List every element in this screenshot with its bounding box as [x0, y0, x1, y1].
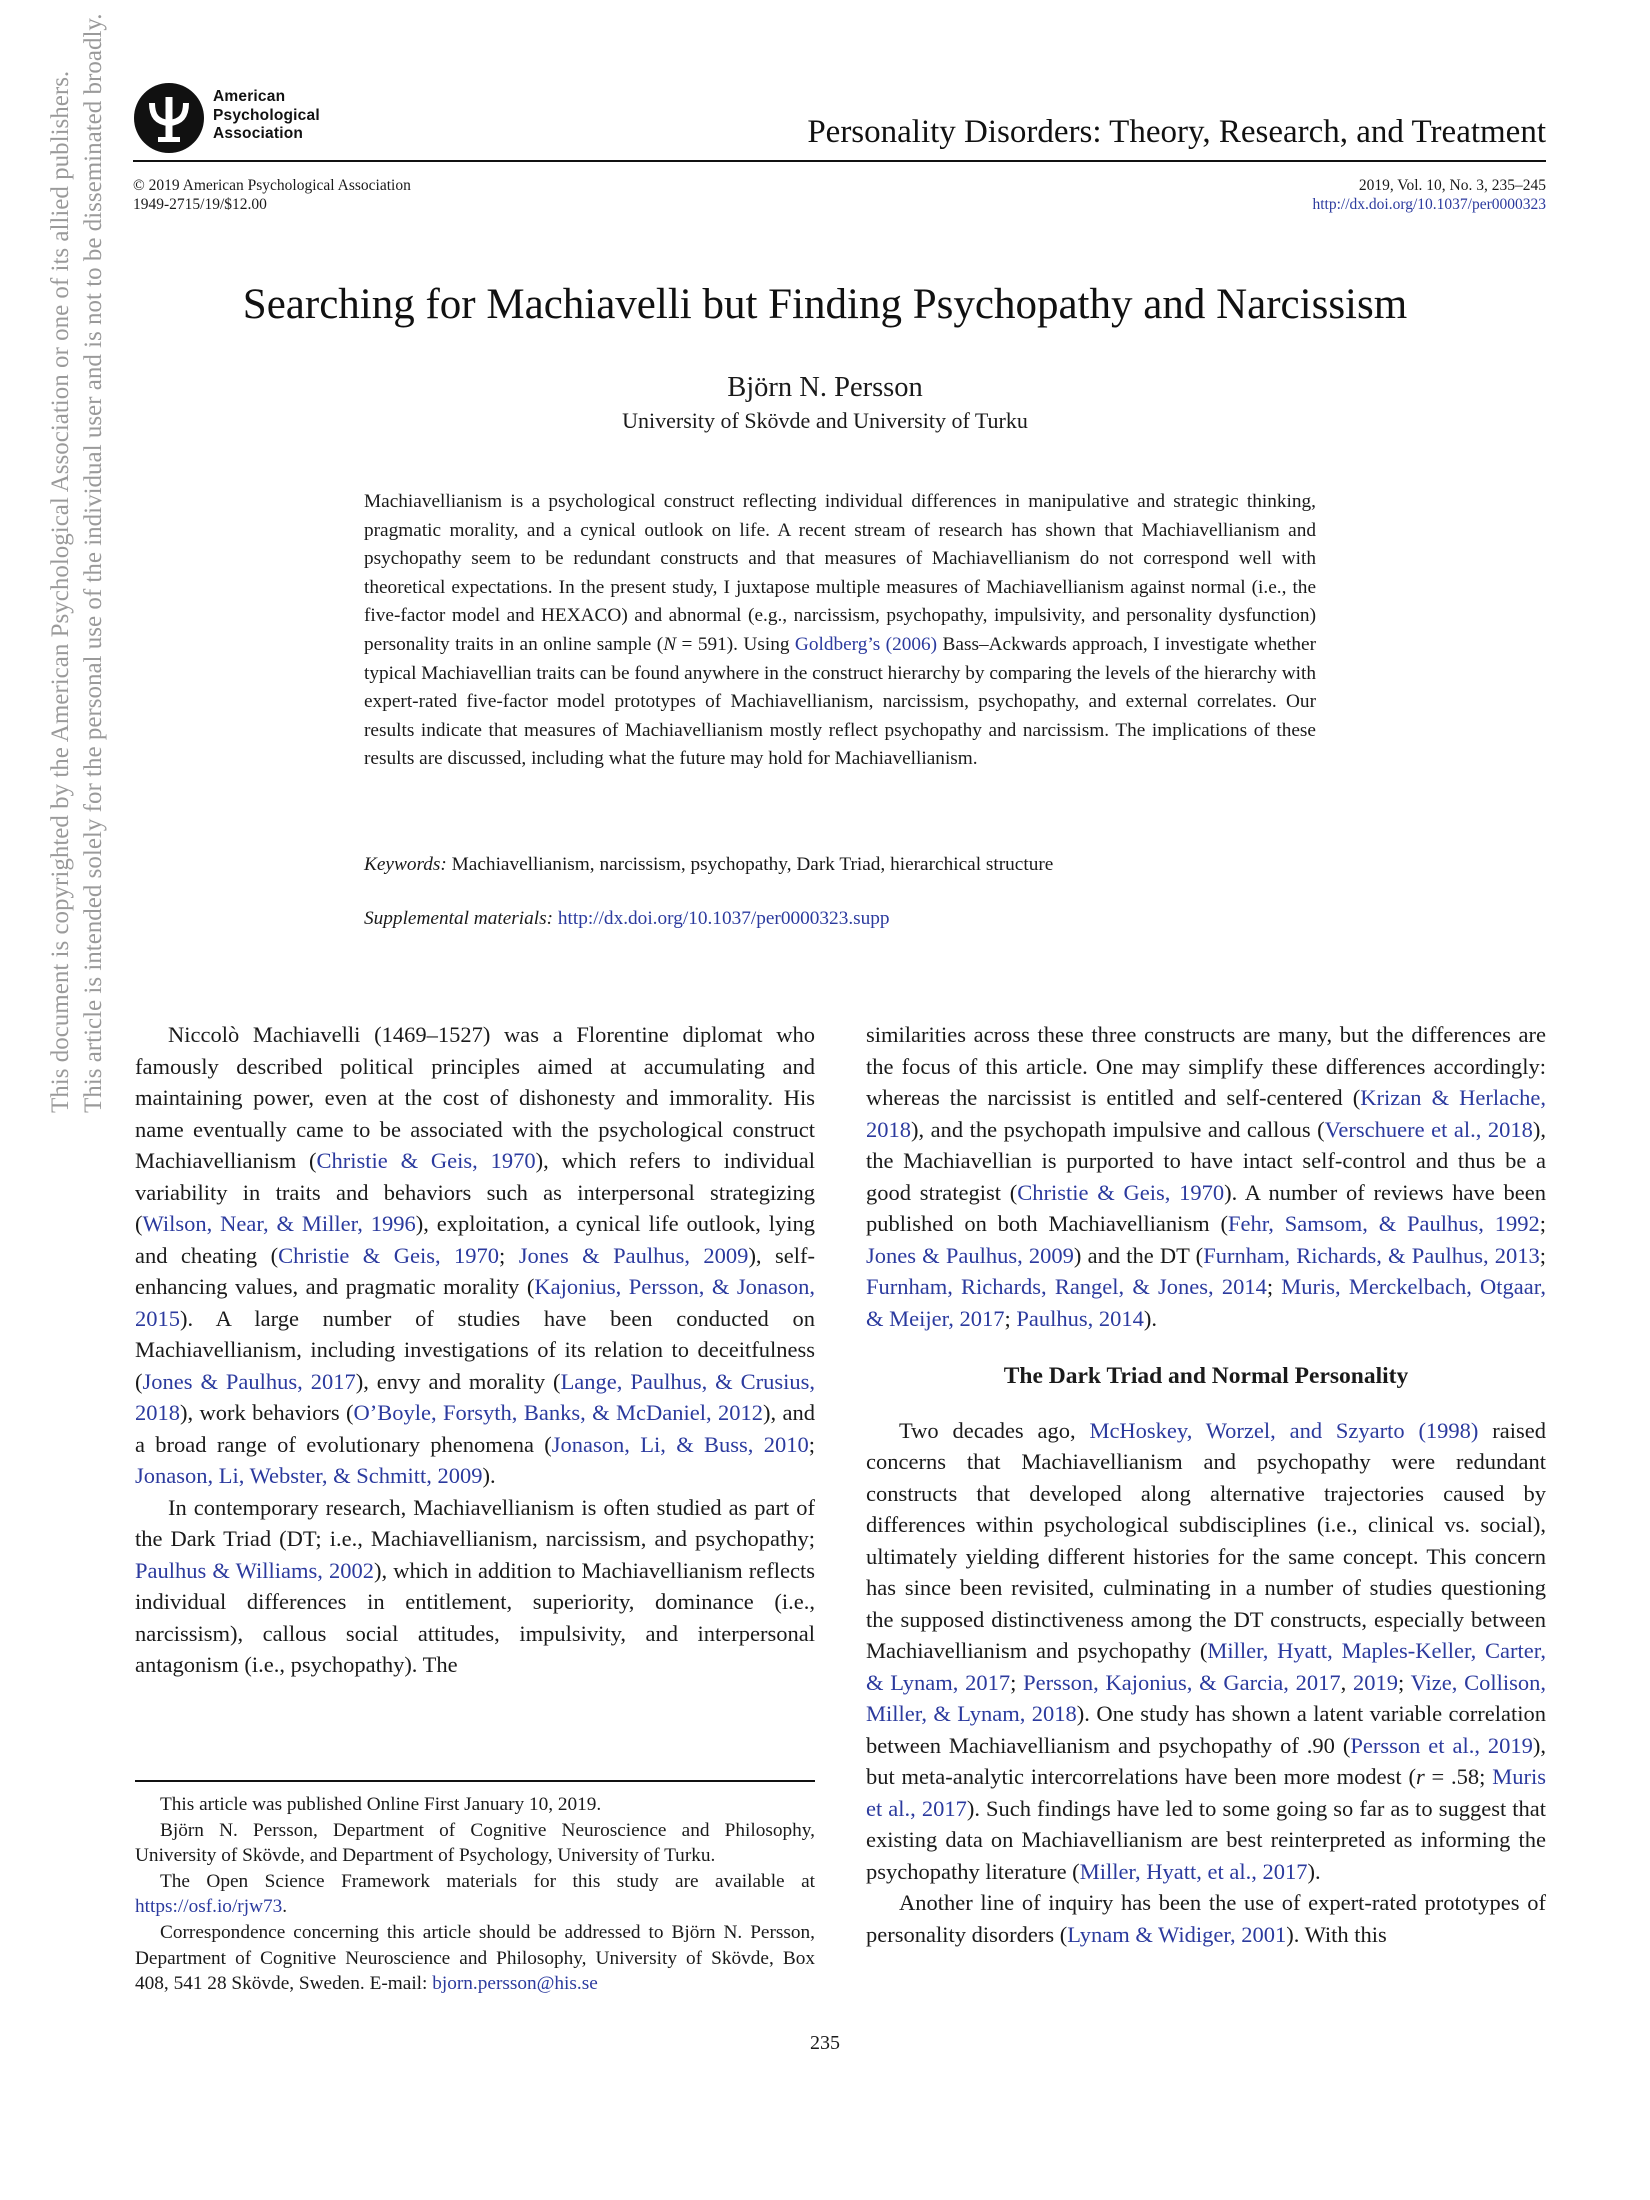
abstract-citation-link[interactable]: Goldberg’s (2006) — [794, 633, 938, 655]
journal-name: Personality Disorders: Theory, Research, and Treatment — [807, 114, 1546, 150]
text-run: . — [282, 1896, 288, 1918]
citation-link[interactable]: Kajonius, Persson, & Jonason, 2015 — [135, 1274, 815, 1331]
citation-link[interactable]: Verschuere et al., 2018 — [1324, 1116, 1533, 1142]
text-run: Niccolò Machiavelli (1469–1527) was a Florentine diplomat who famously described political principles aimed at accumulating and maintaining power, even at the cost of dishonesty and immorality. His name eventually came to be associated with the psychological construct Machiavellianism ( — [135, 1022, 815, 1173]
footnote — [135, 1818, 815, 1869]
supplemental-label: Supplemental materials: — [364, 908, 554, 929]
author-affiliation: University of Skövde and University of Turku — [622, 408, 1028, 433]
text-run: ). With this — [1286, 1921, 1387, 1947]
text-run: ), the Machiavellian is purported to have intact self-control and thus be a good strategist ( — [866, 1116, 1547, 1205]
doi-link[interactable]: http://dx.doi.org/10.1037/per0000323 — [1312, 196, 1546, 213]
logo-line-3: Association — [213, 125, 304, 142]
citation-link[interactable]: Jones & Paulhus, 2009 — [518, 1242, 749, 1268]
right-column — [866, 1019, 1546, 1950]
citation-link[interactable]: O’Boyle, Forsyth, Banks, & McDaniel, 2012 — [353, 1400, 763, 1425]
abstract-text-3: Bass–Ackwards approach, I investigate whether typical Machiavellian traits can be found anywhere in the construct hierarchy by comparing the levels of the hierarchy with expert-rated five-factor model prototypes of Machiavellianism, narcissism, psychopathy, and external correlates. Our results indicate that measures of Machiavellianism mostly reflect psychopathy and narcissism. The implications of these results are discussed, including what the future may hold for Machiavellianism. — [364, 633, 1316, 770]
abstract-text-1: Machiavellianism is a psychological construct reflecting individual differences in manipulative and strategic thinking, pragmatic morality, and a cynical outlook on life. A recent stream of research has shown that Machiavellianism and psychopathy seem to be redundant constructs and that measures of Machiavellianism do not correspond well with theoretical expectations. In the present study, I juxtapose multiple measures of Machiavellianism against normal (i.e., the five-factor model and HEXACO) and abnormal (e.g., narcissism, psychopathy, impulsivity, and personality dysfunction) personality traits in an online sample ( — [364, 491, 1316, 655]
citation-link[interactable]: Christie & Geis, 1970 — [1017, 1179, 1225, 1205]
text-run: ), which refers to individual variability in traits and behaviors such as interpersonal strategizing ( — [135, 1148, 815, 1236]
text-run: ) and the DT ( — [1073, 1242, 1204, 1268]
citation-link[interactable]: McHoskey, Worzel, and Szyarto (1998) — [1089, 1417, 1479, 1443]
footnote — [135, 1792, 815, 1818]
text-run: ). — [482, 1463, 496, 1488]
abstract-n-symbol: N — [663, 633, 677, 655]
text-run: Correspondence concerning this article should be addressed to Björn N. Persson, Department of Cognitive Neuroscience and Philosophy, University of Skövde, Box 408, 541 28 Skövde, Sweden. E-mail: — [135, 1921, 815, 1995]
apa-logo — [133, 82, 333, 154]
citation-link[interactable]: Lange, Paulhus, & Crusius, 2018 — [135, 1368, 815, 1425]
text-run: ), which in addition to Machiavellianism reflects individual differences in entitlement, superiority, dominance (i.e., narcissism), callous social attitudes, impulsivity, and interpersonal antagonism (i.e., psychopathy). The — [135, 1557, 815, 1677]
text-run: ; — [1004, 1305, 1017, 1331]
text-run: ), work behaviors ( — [180, 1400, 354, 1425]
citation-line: 2019, Vol. 10, No. 3, 235–245 — [1358, 177, 1546, 194]
text-run: ; — [1010, 1669, 1024, 1695]
paragraph — [866, 1887, 1546, 1950]
footnote-divider — [135, 1780, 815, 1782]
footnote — [135, 1920, 815, 1997]
text-run: similarities across these three constructs are many, but the differences are the focus of this article. One may simplify these differences accordingly: whereas the narcissist is entitled and self-centered ( — [866, 1022, 1546, 1110]
citation-link[interactable]: 2019 — [1353, 1669, 1399, 1695]
issn-line: 1949-2715/19/$12.00 — [133, 196, 267, 213]
supplemental-link[interactable]: http://dx.doi.org/10.1037/per0000323.supp — [553, 908, 890, 929]
citation-link[interactable]: Muris et al., 2017 — [866, 1764, 1546, 1821]
left-column — [135, 1019, 815, 1681]
abstract-text-2: = 591). Using — [676, 633, 795, 655]
paragraph — [866, 1415, 1546, 1888]
text-run: ), exploitation, a cynical life outlook, lying and cheating ( — [135, 1211, 815, 1268]
citation-link[interactable]: Muris, Merckelbach, Otgaar, & Meijer, 2017 — [866, 1274, 1546, 1331]
author-name: Björn N. Persson — [727, 372, 923, 403]
citation-link[interactable]: Jones & Paulhus, 2017 — [142, 1368, 356, 1394]
text-run: ; — [808, 1431, 815, 1457]
text-run: ; — [1398, 1669, 1411, 1695]
text-run: ). One study has shown a latent variable correlation between Machiavellianism and psychopathy of .90 ( — [866, 1701, 1546, 1758]
text-run: In contemporary research, Machiavellianism is often studied as part of the Dark Triad (DT; i.e., Machiavellianism, narcissism, and psychopathy; — [135, 1494, 815, 1551]
citation-link[interactable]: Vize, Collison, Miller, & Lynam, 2018 — [866, 1669, 1547, 1726]
section-heading: The Dark Triad and Normal Personality — [1003, 1363, 1409, 1389]
citation-link[interactable]: Jonason, Li, & Buss, 2010 — [551, 1431, 809, 1457]
citation-link[interactable]: Christie & Geis, 1970 — [278, 1242, 500, 1268]
copyright-side-notice — [44, 13, 110, 1113]
apa-logo-text — [213, 88, 320, 144]
citation-link[interactable]: https://osf.io/rjw73 — [135, 1896, 283, 1918]
text-run: ; — [1539, 1242, 1547, 1268]
text-run: = .58; — [1424, 1764, 1493, 1789]
page-number: 235 — [810, 2032, 840, 2054]
text-run: ), and the psychopath impulsive and callous ( — [911, 1116, 1325, 1142]
citation-link[interactable]: bjorn.persson@his.se — [432, 1973, 598, 1995]
citation-link[interactable]: Miller, Hyatt, Maples-Keller, Carter, & Lynam, 2017 — [866, 1638, 1546, 1695]
citation-link[interactable]: Furnham, Richards, Rangel, & Jones, 2014 — [866, 1274, 1267, 1299]
text-run: raised concerns that Machiavellianism and psychopathy were redundant constructs that developed along alternative trajectories caused by differences within psychological subdisciplines (i.e., clinical vs. social), ultimately yielding different histories for the same concept. This concern has since been revisited, culminating in a number of studies questioning the supposed distinctiveness among the DT constructs, especially between Machiavellianism and psychopathy ( — [866, 1417, 1546, 1663]
paragraph — [135, 1019, 815, 1492]
keywords-text: Machiavellianism, narcissism, psychopathy, Dark Triad, hierarchical structure — [446, 854, 1054, 875]
text-run: ). Such findings have led to some going so far as to suggest that existing data on Machiavellianism are best reinterpreted as informing the psychopathy literature ( — [866, 1795, 1546, 1884]
logo-line-2: Psychological — [213, 106, 320, 124]
copyright-block — [133, 176, 411, 214]
citation-link[interactable]: Paulhus & Williams, 2002 — [135, 1557, 374, 1583]
text-run: ), and a broad range of evolutionary phenomena ( — [135, 1400, 816, 1457]
text-run: ; — [1539, 1211, 1546, 1236]
citation-link[interactable]: Krizan & Herlache, 2018 — [866, 1085, 1546, 1142]
side-notice-line-2: This article is intended solely for the personal use of the individual user and is not to be disseminated broadly. — [80, 13, 107, 1113]
text-run: ), self-enhancing values, and pragmatic morality ( — [135, 1242, 815, 1299]
text-run: ). — [1143, 1305, 1157, 1331]
abstract — [364, 488, 1316, 774]
citation-block — [1313, 176, 1547, 214]
text-run: This article was published Online First January 10, 2019. — [160, 1794, 602, 1815]
text-run: ; — [499, 1242, 519, 1268]
text-run: Björn N. Persson, Department of Cognitive Neuroscience and Philosophy, University of Skövde, and Department of Psychology, University of Turku. — [135, 1819, 815, 1867]
citation-link[interactable]: Fehr, Samsom, & Paulhus, 1992 — [1227, 1211, 1540, 1236]
text-run: , — [1340, 1669, 1354, 1695]
article-title: Searching for Machiavelli but Finding Psychopathy and Narcissism — [242, 281, 1408, 328]
paragraph — [866, 1019, 1546, 1334]
citation-link[interactable]: Furnham, Richards, & Paulhus, 2013 — [1203, 1242, 1540, 1268]
citation-link[interactable]: Miller, Hyatt, et al., 2017 — [1079, 1858, 1308, 1884]
footnotes — [135, 1792, 815, 1997]
copyright-line: © 2019 American Psychological Association — [133, 177, 411, 194]
citation-link[interactable]: Paulhus, 2014 — [1016, 1305, 1144, 1331]
citation-link[interactable]: Christie & Geis, 1970 — [316, 1148, 536, 1173]
text-run: ), but meta-analytic intercorrelations have been more modest ( — [866, 1732, 1546, 1789]
text-run: Another line of inquiry has been the use of expert-rated prototypes of personality disorders ( — [866, 1890, 1546, 1947]
keywords-label: Keywords: — [364, 854, 447, 875]
text-run: ; — [1266, 1274, 1282, 1299]
text-run: Two decades ago, — [899, 1417, 1090, 1443]
citation-link[interactable]: Persson, Kajonius, & Garcia, 2017 — [1023, 1669, 1341, 1695]
citation-link[interactable]: Persson et al., 2019 — [1350, 1732, 1533, 1758]
text-run: ), envy and morality ( — [355, 1368, 561, 1394]
citation-link[interactable]: Jonason, Li, Webster, & Schmitt, 2009 — [135, 1463, 483, 1488]
italic-symbol: r — [1415, 1764, 1425, 1789]
text-run: The Open Science Framework materials for this study are available at — [160, 1870, 815, 1892]
citation-link[interactable]: Wilson, Near, & Miller, 1996 — [142, 1211, 416, 1236]
citation-link[interactable]: Jones & Paulhus, 2009 — [866, 1242, 1074, 1268]
paragraph — [135, 1492, 815, 1681]
citation-link[interactable]: Lynam & Widiger, 2001 — [1067, 1921, 1287, 1947]
side-notice-line-1: This document is copyrighted by the American Psychological Association or one of its allied publishers. — [47, 70, 74, 1113]
supplemental-materials — [364, 908, 1316, 930]
header-divider — [133, 160, 1546, 162]
logo-line-1: American — [213, 88, 286, 105]
text-run: ). — [1307, 1858, 1321, 1884]
text-run: ). A number of reviews have been published on both Machiavellianism ( — [866, 1179, 1546, 1236]
footnote — [135, 1869, 815, 1920]
text-run: ). A large number of studies have been conducted on Machiavellianism, including investigations of its relation to deceitfulness ( — [135, 1305, 815, 1394]
apa-psi-logo-icon — [133, 82, 205, 154]
keywords — [364, 854, 1316, 876]
